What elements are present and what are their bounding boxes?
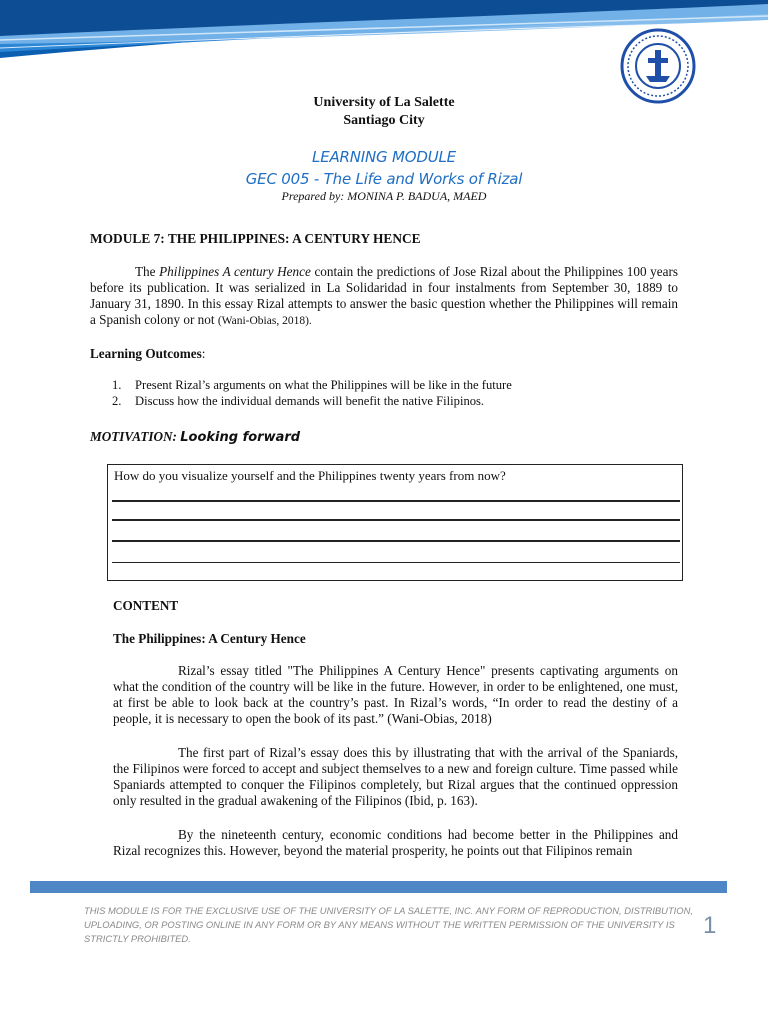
content-paragraph-1: Rizal’s essay titled "The Philippines A Century Hence" presents captivating arguments on what the condition of the country will be like in the future. However, in order to be enlightened, one must, at first be able to look back at the country’s past. In Rizal’s words, “In order to read the destiny of a people, it is necessary to open the book of its past.” (Wani-Obias, 2018) <box>113 663 678 726</box>
copyright-notice: THIS MODULE IS FOR THE EXCLUSIVE USE OF THE UNIVERSITY OF LA SALETTE, INC. ANY FORM OF REPRODUCTION, DISTRIBUTION, UPLOADING, OR POSTING ONLINE IN ANY FORM OR BY ANY MEANS WITHOUT THE WRITTEN PERMISSION OF THE UNIVERSITY IS STRICTLY PROHIBITED. <box>84 905 693 944</box>
learning-module-title: LEARNING MODULE <box>312 148 456 166</box>
university-name: University of La Salette <box>313 95 455 110</box>
content-paragraph-2: The first part of Rizal’s essay does this by illustrating that with the arrival of the Spaniards, the Filipinos were forced to accept and subject themselves to a new and foreign culture. Time passed while Spaniards attempted to conquer the Filipinos completely, but Rizal argues that the continued oppression only resulted in the gradual awakening of the Filipinos (Ibid, p. 163). <box>113 745 678 808</box>
course-title: GEC 005 - The Life and Works of Rizal <box>245 170 523 188</box>
university-header <box>0 94 768 130</box>
list-item: 2. Discuss how the individual demands will benefit the native Filipinos. <box>112 394 485 408</box>
content-subheading: The Philippines: A Century Hence <box>113 631 306 646</box>
intro-paragraph: The Philippines A century Hence contain the predictions of Jose Rizal about the Philippines 100 years before its publication. It was serialized in La Solidaridad in four instalments from September 30, 1889 to January 31, 1890. In this essay Rizal attempts to answer the basic question whether the Philippines will remain a Spanish colony or not (Wani-Obias, 2018). <box>90 264 678 327</box>
motivation-question: How do you visualize yourself and the Philippines twenty years from now? <box>114 468 506 483</box>
motivation-label: MOTIVATION: <box>90 429 177 444</box>
outcomes-list <box>112 377 512 409</box>
motivation-heading <box>90 429 300 446</box>
content-paragraph-3: By the nineteenth century, economic conditions had become better in the Philippines and Rizal recognizes this. However, beyond the material prosperity, he points out that Filipinos remain <box>113 827 678 858</box>
motivation-title: Looking forward <box>180 430 301 445</box>
footer-bar <box>30 881 727 893</box>
page-number: 1 <box>703 912 717 939</box>
prepared-by: Prepared by: MONINA P. BADUA, MAED <box>281 189 487 203</box>
learning-outcomes-label: Learning Outcomes: <box>90 346 206 361</box>
module-title-block <box>0 146 768 190</box>
motivation-answer-box[interactable] <box>107 464 683 581</box>
content-heading: CONTENT <box>113 598 179 613</box>
answer-line[interactable] <box>112 500 680 502</box>
university-seal-icon <box>620 28 696 104</box>
module-heading: MODULE 7: THE PHILIPPINES: A CENTURY HENCE <box>90 231 421 246</box>
list-item: 1. Present Rizal’s arguments on what the Philippines will be like in the future <box>112 378 512 392</box>
intro-citation: (Wani-Obias, 2018). <box>217 315 312 327</box>
university-city: Santiago City <box>343 113 425 128</box>
intro-essay-title: Philippines A century Hence <box>159 264 311 279</box>
answer-line[interactable] <box>112 562 680 563</box>
answer-line[interactable] <box>112 519 680 521</box>
answer-line[interactable] <box>112 540 680 542</box>
